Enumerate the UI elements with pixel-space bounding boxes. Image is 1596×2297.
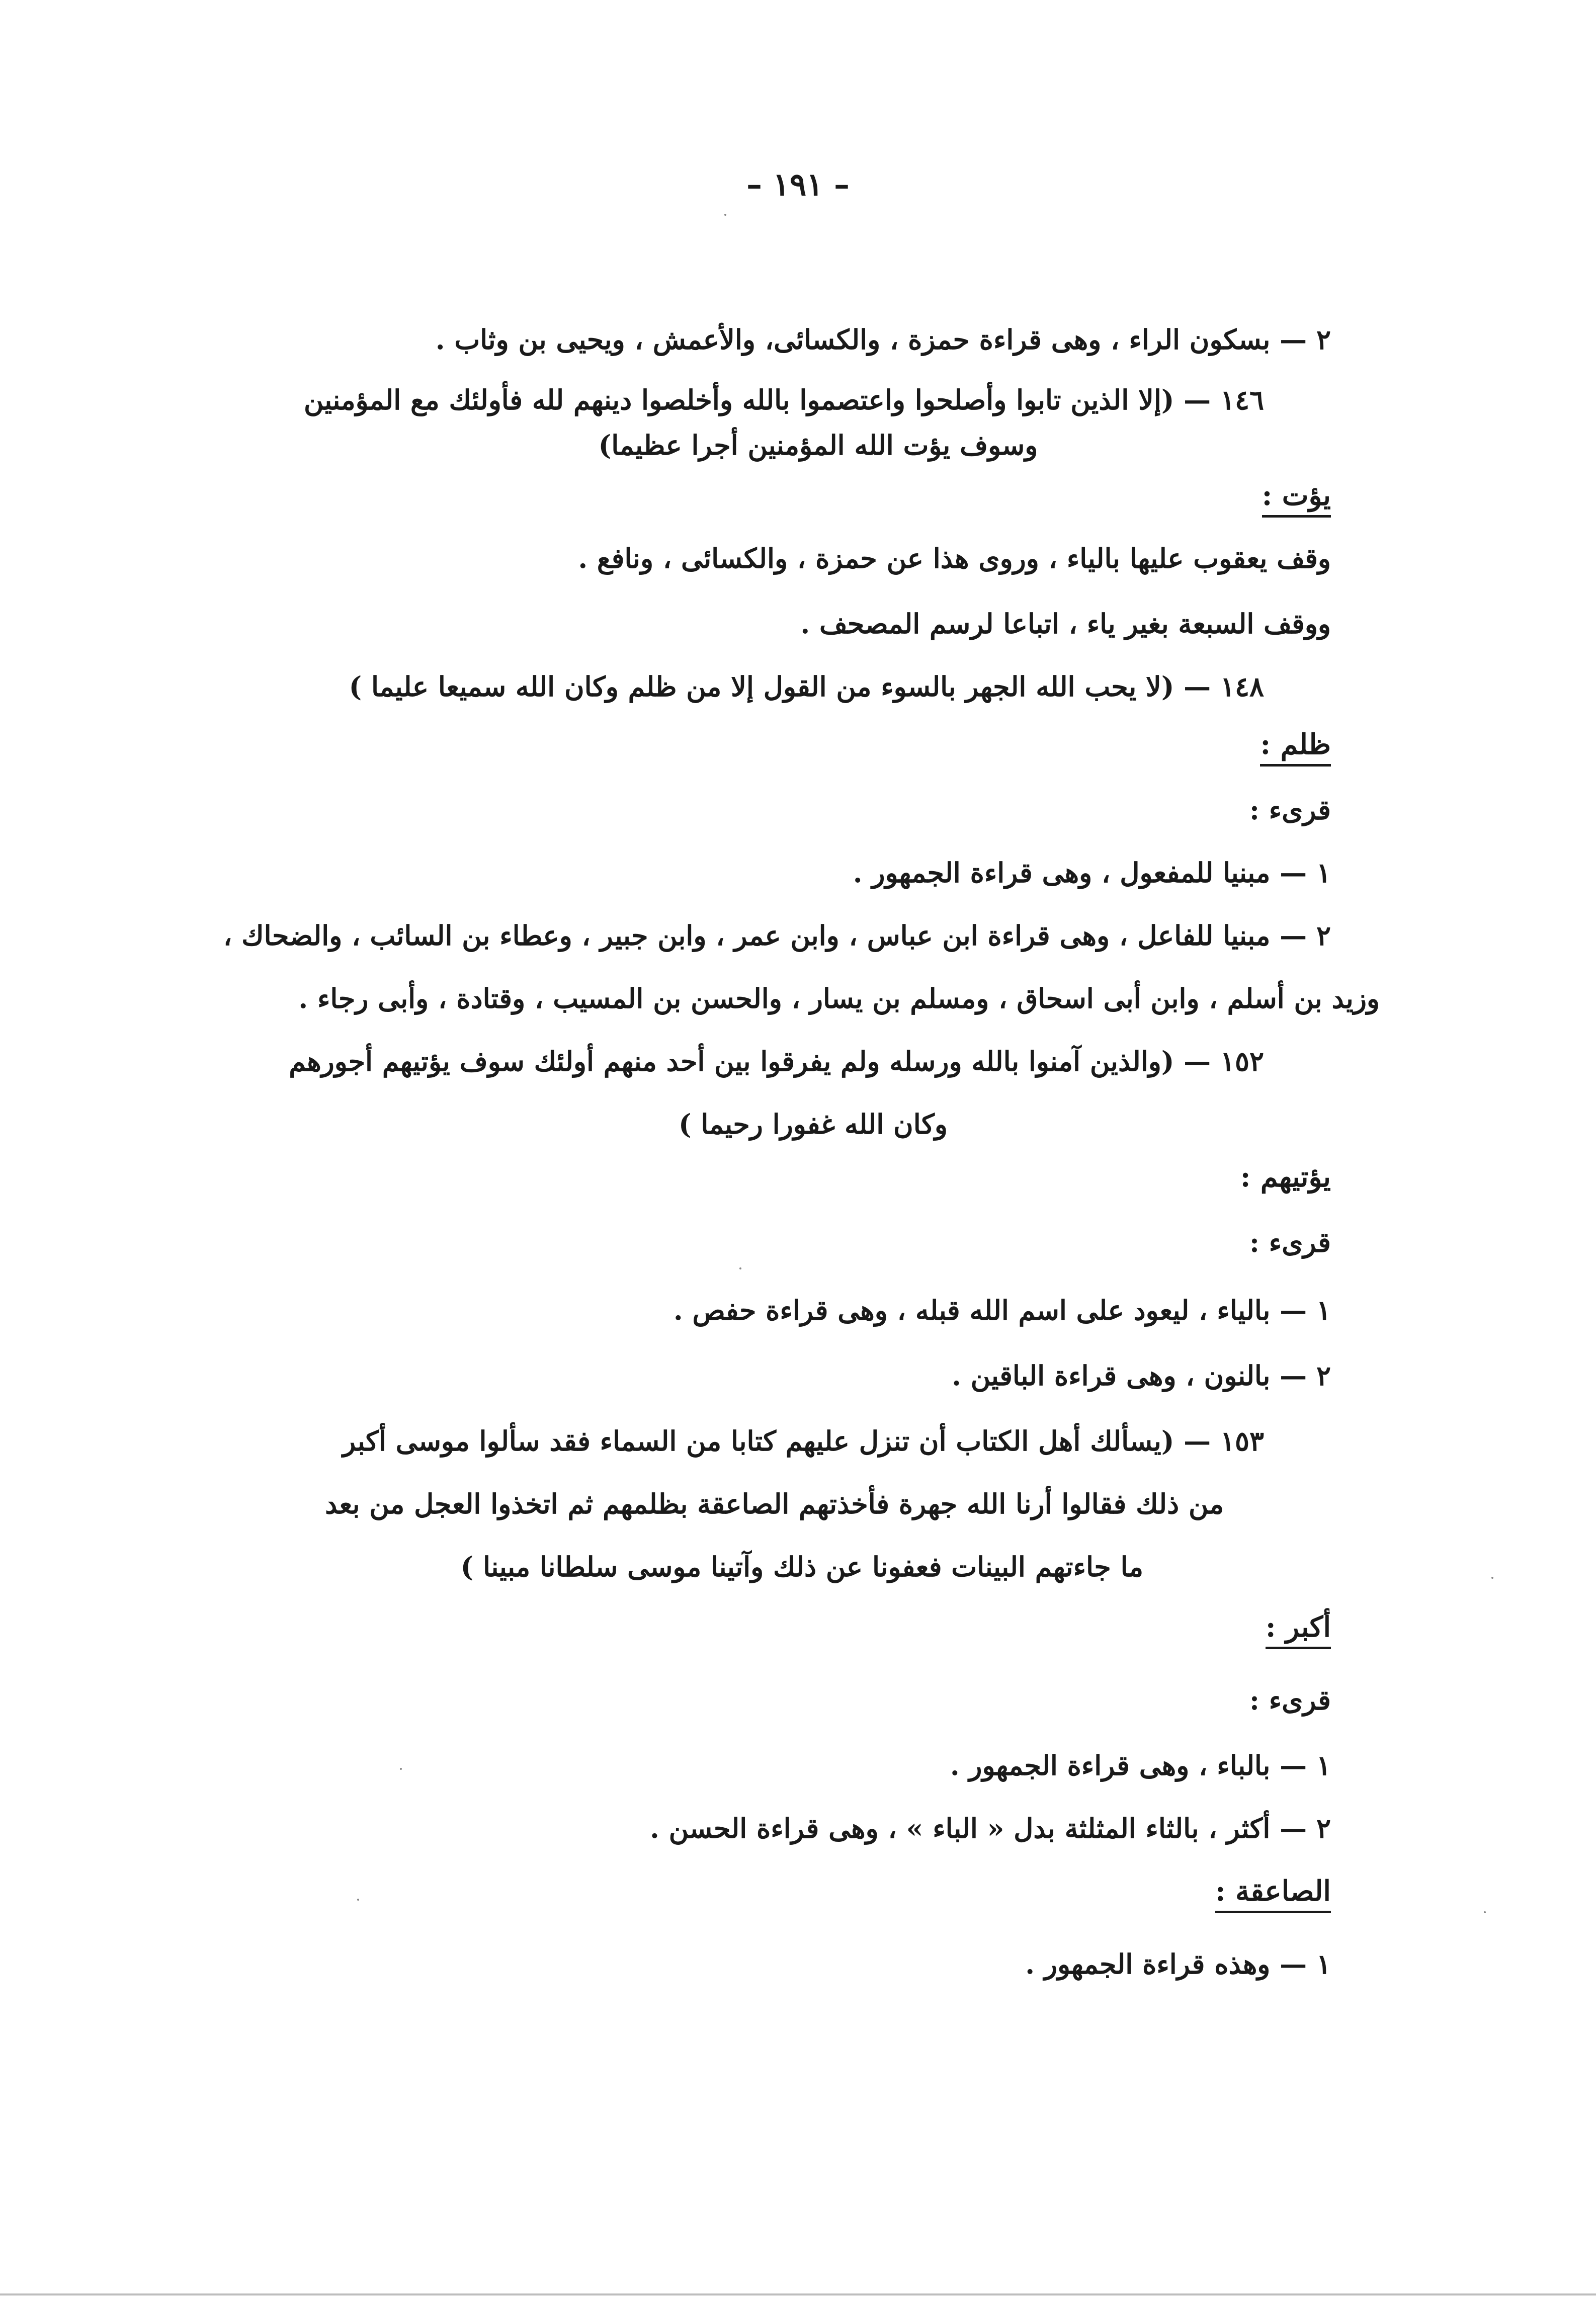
- section-heading: يؤت :: [1262, 479, 1331, 518]
- text-line: وزيد بن أسلم ، وابن أبى اسحاق ، ومسلم بن يسار ، والحسن بن المسيب ، وقتادة ، وأبى رجاء .: [298, 982, 1380, 1014]
- section-heading: ظلم :: [1260, 728, 1331, 767]
- scan-speck: [1491, 1577, 1493, 1579]
- subheading: قرىء :: [1249, 794, 1331, 826]
- verse-line: ١٤٦ — (إلا الذين تابوا وأصلحوا واعتصموا بالله وأخلصوا دينهم لله فأولئك مع المؤمنين: [304, 384, 1264, 416]
- subheading: قرىء :: [1249, 1226, 1331, 1258]
- section-heading: يؤتيهم :: [1240, 1160, 1331, 1194]
- text-line: ٢ — أكثر ، بالثاء المثلثة بدل « الباء » ، وهى قراءة الحسن .: [650, 1812, 1331, 1844]
- verse-line: وكان الله غفورا رحيما ): [679, 1108, 948, 1140]
- scan-speck: [739, 1267, 741, 1269]
- text-line: ٢ — مبنيا للفاعل ، وهى قراءة ابن عباس ، وابن عمر ، وابن جبير ، وعطاء بن السائب ، والضحاك ،: [223, 919, 1331, 952]
- page-number: – ١٩١ –: [746, 166, 850, 203]
- verse-line: ١٥٢ — (والذين آمنوا بالله ورسله ولم يفرقوا بين أحد منهم أولئك سوف يؤتيهم أجورهم: [289, 1045, 1264, 1077]
- text-line: ٢ — بسكون الراء ، وهى قراءة حمزة ، والكسائى، والأعمش ، ويحيى بن وثاب .: [435, 323, 1331, 356]
- text-line: ٢ — بالنون ، وهى قراءة الباقين .: [952, 1359, 1331, 1392]
- subheading: قرىء :: [1249, 1684, 1331, 1716]
- verse-line: ١٤٨ — (لا يحب الله الجهر بالسوء من القول إلا من ظلم وكان الله سميعا عليما ): [349, 670, 1264, 703]
- text-line: ١ — مبنيا للمفعول ، وهى قراءة الجمهور .: [853, 857, 1331, 889]
- text-line: ١ — وهذه قراءة الجمهور .: [1025, 1948, 1331, 1980]
- text-line: ١ — بالياء ، ليعود على اسم الله قبله ، وهى قراءة حفص .: [673, 1294, 1331, 1326]
- page-bottom-edge: [0, 2293, 1596, 2295]
- scan-speck: [400, 1768, 402, 1770]
- text-line: ١ — بالباء ، وهى قراءة الجمهور .: [950, 1749, 1331, 1781]
- text-line: ووقف السبعة بغير ياء ، اتباعا لرسم المصحف .: [800, 608, 1331, 640]
- section-heading: أكبر :: [1266, 1610, 1331, 1649]
- scan-speck: [724, 214, 726, 216]
- scan-speck: [357, 1899, 359, 1901]
- text-line: وقف يعقوب عليها بالياء ، وروى هذا عن حمزة ، والكسائى ، ونافع .: [578, 542, 1331, 574]
- verse-line: وسوف يؤت الله المؤمنين أجرا عظيما): [598, 429, 1038, 461]
- section-heading: الصاعقة :: [1215, 1875, 1331, 1913]
- verse-line: ١٥٣ — (يسألك أهل الكتاب أن تنزل عليهم كتابا من السماء فقد سألوا موسى أكبر: [343, 1425, 1264, 1457]
- scan-speck: [1484, 1911, 1486, 1913]
- verse-line: من ذلك فقالوا أرنا الله جهرة فأخذتهم الصاعقة بظلمهم ثم اتخذوا العجل من بعد: [325, 1488, 1224, 1520]
- verse-line: ما جاءتهم البينات فعفونا عن ذلك وآتينا موسى سلطانا مبينا ): [460, 1551, 1143, 1583]
